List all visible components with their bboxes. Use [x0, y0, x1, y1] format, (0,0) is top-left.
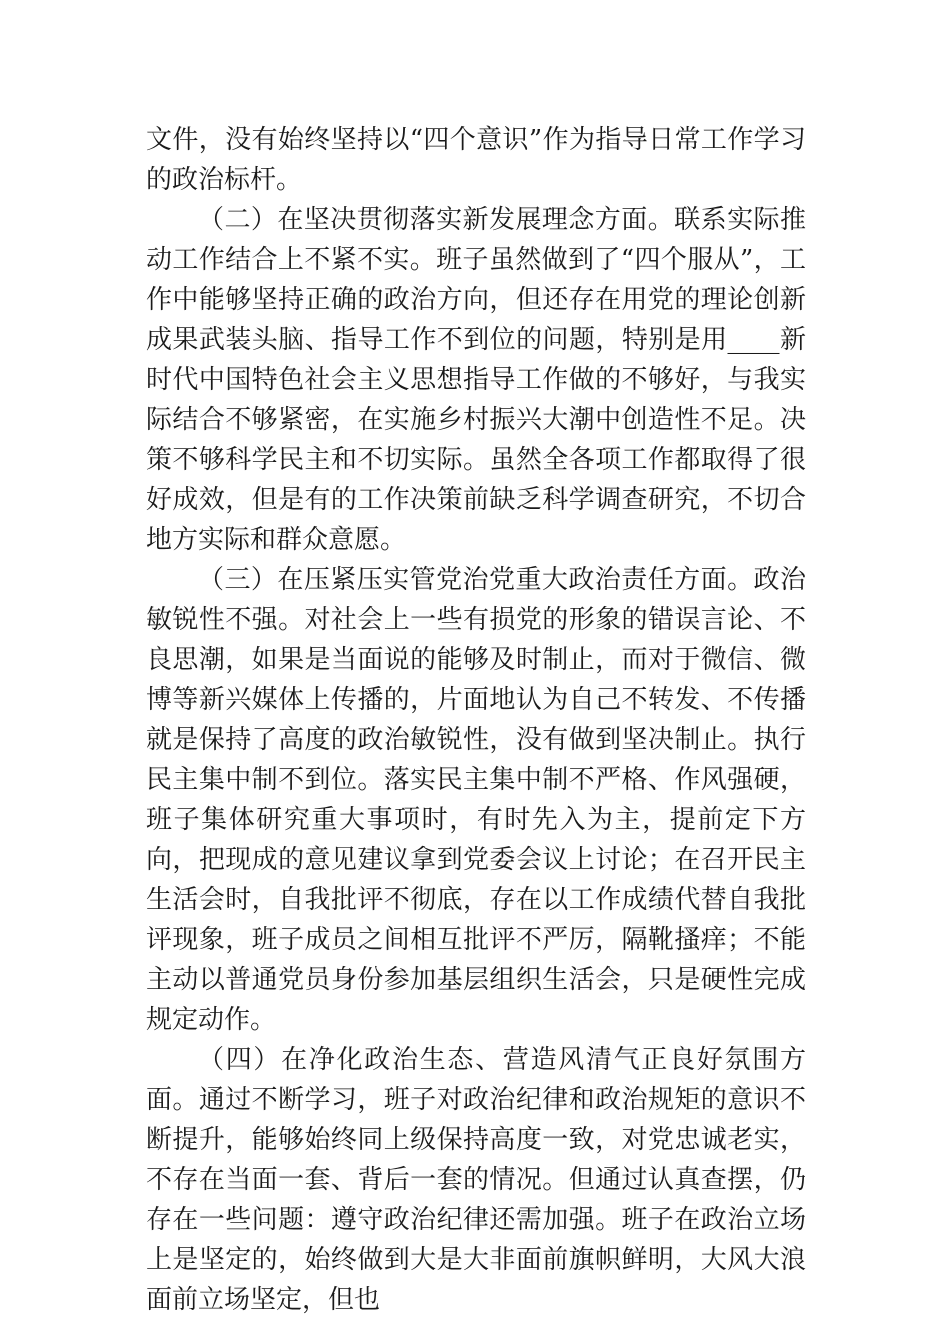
paragraph-continuation: 文件，没有始终坚持以“四个意识”作为指导日常工作学习的政治标杆。: [146, 125, 806, 195]
paragraph-section-4: （四）在净化政治生态、营造风清气正良好氛围方面。通过不断学习，班子对政治纪律和政治规矩的意识不断提升，能够始终同上级保持高度一致，对党忠诚老实，不存在当面一套、背后一套的情况。但通过认真查摆，仍存在一些问题：遵守政治纪律还需加强。班子在政治立场上是坚定的，始终做到大是大非面前旗帜鲜明，大风大浪面前立场坚定，但也: [146, 1045, 806, 1315]
document-body: [146, 120, 806, 1320]
paragraph-section-3: （三）在压紧压实管党治党重大政治责任方面。政治敏锐性不强。对社会上一些有损党的形象的错误言论、不良思潮，如果是当面说的能够及时制止，而对于微信、微博等新兴媒体上传播的，片面地认为自己不转发、不传播就是保持了高度的政治敏锐性，没有做到坚决制止。执行民主集中制不到位。落实民主集中制不严格、作风强硬，班子集体研究重大事项时，有时先入为主，提前定下方向，把现成的意见建议拿到党委会议上讨论；在召开民主生活会时，自我批评不彻底，存在以工作成绩代替自我批评现象，班子成员之间相互批评不严厉，隔靴搔痒；不能主动以普通党员身份参加基层组织生活会，只是硬性完成规定动作。: [146, 565, 806, 1035]
paragraph-section-2: （二）在坚决贯彻落实新发展理念方面。联系实际推动工作结合上不紧不实。班子虽然做到了“四个服从”，工作中能够坚持正确的政治方向，但还存在用党的理论创新成果武装头脑、指导工作不到位的问题，特别是用____新时代中国特色社会主义思想指导工作做的不够好，与我实际结合不够紧密，在实施乡村振兴大潮中创造性不足。决策不够科学民主和不切实际。虽然全各项工作都取得了很好成效，但是有的工作决策前缺乏科学调查研究，不切合地方实际和群众意愿。: [146, 205, 806, 555]
